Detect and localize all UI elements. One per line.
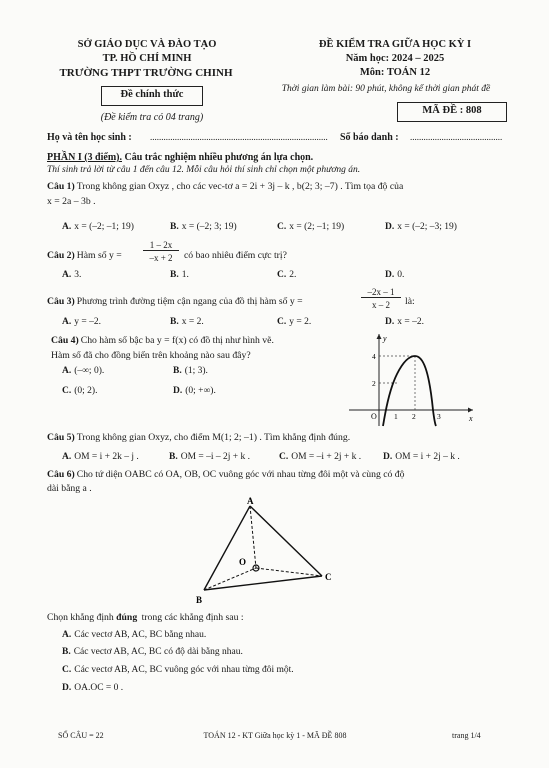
q5-option-b[interactable]: B. OM = –i – 2j + k . [169, 452, 251, 462]
q5-option-d[interactable]: D. OM = i + 2j – k . [383, 452, 460, 462]
page-count-note: (Đề kiểm tra có 04 trang) [100, 112, 204, 123]
q2-stem: Câu 2) Hàm số y = [47, 250, 122, 261]
x-axis-arrow [468, 408, 473, 413]
q6-stem-2: dài bằng a . [47, 483, 92, 494]
y-tick-4: 4 [372, 352, 376, 361]
q3-option-b[interactable]: B. x = 2. [170, 317, 204, 327]
part1-instruction: Thí sinh trả lời từ câu 1 đến câu 12. Mỗi câu hỏi thí sinh chỉ chọn một phương án. [47, 165, 361, 175]
x-tick-2: 2 [412, 412, 416, 421]
footer-question-count: SỐ CÂU = 22 [58, 731, 104, 740]
y-tick-2: 2 [372, 379, 376, 388]
q1-option-c[interactable]: C. x = (2; –1; 19) [277, 222, 345, 232]
q5-option-c[interactable]: C. OM = –i + 2j + k . [279, 452, 362, 462]
q4-cubic-graph [345, 330, 477, 428]
q3-numerator: –2x – 1 [361, 287, 401, 298]
q4-option-b[interactable]: B. (1; 3). [173, 366, 208, 376]
q4-option-c[interactable]: C. (0; 2). [62, 386, 98, 396]
city-name: TP. HỒ CHÍ MINH [102, 53, 192, 64]
q1-stem: Câu 1) Trong không gian Oxyz , cho các vec-tơ a = 2i + 3j – k , b(2; 3; –7) . Tìm tọa độ của [47, 181, 404, 192]
q4-option-a[interactable]: A. (–∞; 0). [62, 366, 105, 376]
department-name: SỞ GIÁO DỤC VÀ ĐÀO TẠO [77, 39, 217, 50]
origin-label: O [371, 412, 377, 421]
q1-option-a[interactable]: A. x = (–2; –1; 19) [62, 222, 134, 232]
q2-option-b[interactable]: B. 1. [170, 270, 189, 280]
q3-stem-post: là: [405, 296, 415, 307]
cubic-curve [383, 356, 436, 426]
q3-stem: Câu 3) Phương trình đường tiệm cận ngang của đồ thị hàm số y = [47, 296, 303, 307]
q6-option-c[interactable]: C. Các vectơ AB, AC, BC vuông góc với nhau từng đôi một. [62, 665, 294, 675]
q4-stem-2: Hàm số đã cho đồng biến trên khoảng nào sau đây? [51, 350, 251, 361]
footer-page-number: trang 1/4 [452, 731, 481, 740]
q5-option-a[interactable]: A. OM = i + 2k – j . [62, 452, 139, 462]
q3-option-d[interactable]: D. x = –2. [385, 317, 424, 327]
q6-option-d[interactable]: D. OA.OC = 0 . [62, 683, 124, 693]
subject: Môn: TOÁN 12 [359, 67, 431, 78]
edge-bc [204, 576, 322, 590]
edge-ac [250, 506, 322, 576]
y-axis-arrow [377, 334, 382, 339]
footer-title: TOÁN 12 - KT Giữa học kỳ 1 - MÃ ĐỀ 808 [203, 731, 347, 740]
vertex-c-label: C [325, 572, 332, 582]
part1-title: PHẦN I (3 điểm). Câu trắc nghiệm nhiều phương án lựa chọn. [47, 152, 314, 163]
student-id-field[interactable]: ......................................... [410, 132, 503, 142]
q4-option-d[interactable]: D. (0; +∞). [173, 386, 216, 396]
vertex-o-label: O [239, 557, 247, 567]
q2-option-d[interactable]: D. 0. [385, 270, 405, 280]
x-tick-3: 3 [437, 412, 441, 421]
edge-co [256, 568, 322, 576]
exam-title: ĐỀ KIỂM TRA GIỮA HỌC KỲ I [318, 39, 472, 50]
x-tick-1: 1 [394, 412, 398, 421]
edge-ao [250, 506, 256, 568]
q6-option-a[interactable]: A. Các vectơ AB, AC, BC bằng nhau. [62, 630, 207, 640]
q2-denominator: –x + 2 [149, 253, 173, 263]
q2-stem-post: có bao nhiêu điểm cực trị? [184, 250, 287, 261]
q3-denominator: x – 2 [372, 300, 390, 310]
school-year: Năm học: 2024 – 2025 [345, 53, 445, 64]
student-name-field[interactable]: ............................................................................... [150, 132, 328, 142]
q3-option-c[interactable]: C. y = 2. [277, 317, 312, 327]
q3-option-a[interactable]: A. y = –2. [62, 317, 101, 327]
edge-ab [204, 506, 250, 590]
q6-tetrahedron-figure [190, 494, 340, 608]
vertex-a-label: A [247, 496, 254, 506]
exam-code: MÃ ĐỀ : 808 [422, 105, 482, 116]
q1-option-d[interactable]: D. x = (–2; –3; 19) [385, 222, 457, 232]
q2-numerator: 1 – 2x [143, 240, 179, 251]
vertex-b-label: B [196, 595, 203, 605]
school-name: TRƯỜNG THPT TRƯỜNG CHINH [59, 67, 233, 79]
q1-option-b[interactable]: B. x = (–2; 3; 19) [170, 222, 237, 232]
time-allowed: Thời gian làm bài: 90 phút, không kể thời gian phát đề [281, 84, 491, 94]
student-name-label: Họ và tên học sinh : [47, 132, 132, 143]
q2-option-c[interactable]: C. 2. [277, 270, 297, 280]
q5-stem: Câu 5) Trong không gian Oxyz, cho điểm M(1; 2; –1) . Tìm khẳng định đúng. [47, 432, 351, 443]
q1-stem-2: x = 2a – 3b . [47, 196, 96, 207]
x-axis-label: x [469, 414, 473, 423]
q2-option-a[interactable]: A. 3. [62, 270, 82, 280]
y-axis-label: y [383, 334, 387, 343]
official-label: Đề chính thức [120, 89, 184, 100]
q6-option-b[interactable]: B. Các vectơ AB, AC, BC có độ dài bằng nhau. [62, 647, 243, 657]
q6-prompt: Chọn khẳng định đúng trong các khẳng định sau : [47, 612, 244, 623]
student-id-label: Số báo danh : [340, 132, 399, 143]
q6-stem: Câu 6) Cho tứ diện OABC có OA, OB, OC vuông góc với nhau từng đôi một và cùng có độ [47, 469, 405, 480]
q4-stem: Câu 4) Cho hàm số bậc ba y = f(x) có đồ thị như hình vẽ. [51, 335, 274, 346]
